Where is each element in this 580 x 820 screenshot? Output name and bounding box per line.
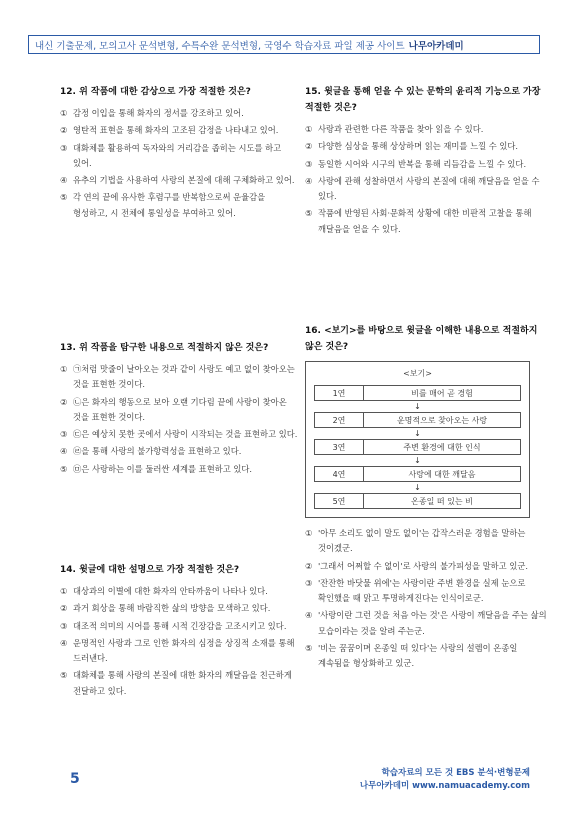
option-number: ④ — [60, 175, 68, 186]
option-item — [60, 123, 302, 138]
bogi-box — [305, 361, 530, 518]
bogi-step-label: 1연 — [315, 386, 364, 400]
option-text: '그래서 어쩌할 수 없이'로 사랑의 불가피성을 말하고 있군. — [318, 560, 529, 571]
page-number: 5 — [70, 771, 80, 787]
option-text: 대조적 의미의 시어를 통해 시적 긴장감을 고조시키고 있다. — [73, 620, 287, 631]
option-number: ③ — [60, 620, 68, 631]
option-number: ③ — [60, 142, 68, 153]
option-text: ㉤은 사랑하는 이를 둘러싼 세계를 표현하고 있다. — [73, 463, 253, 474]
option-number: ① — [60, 108, 68, 118]
question-title: 16. <보기>를 바탕으로 윗글을 이해한 내용으로 적절하지 않은 것은? — [305, 326, 538, 352]
option-item — [305, 608, 547, 639]
option-text: 유추의 기법을 사용하여 사랑의 본질에 대해 구체화하고 있어. — [73, 175, 295, 186]
option-text: 각 연의 끝에 유사한 후렴구를 반복함으로써 운율감을 형성하고, 시 전체에 통일성을 부여하고 있어. — [73, 192, 266, 218]
option-item — [60, 668, 302, 699]
bogi-step — [314, 385, 521, 401]
option-text: 대상과의 이별에 대한 화자의 안타까움이 나타나 있다. — [73, 586, 268, 596]
option-list — [60, 362, 302, 477]
footer-branding — [360, 767, 530, 793]
bogi-step — [314, 466, 521, 482]
option-text: '사랑이란 그런 것을 처음 아는 것'은 사랑이 깨달음을 주는 삶의 모습이라는 것을 알려 주는군. — [318, 610, 547, 636]
option-text: 대화체를 통해 사랑의 본질에 대한 화자의 깨달음을 친근하게 전달하고 있다. — [73, 670, 292, 696]
question-14 — [60, 562, 302, 701]
option-text: ㉢은 예상치 못한 곳에서 사랑이 시작되는 것을 표현하고 있다. — [73, 429, 298, 440]
option-item — [60, 619, 302, 634]
option-number: ④ — [305, 175, 313, 186]
option-number: ⑤ — [60, 192, 68, 203]
option-number: ① — [60, 364, 68, 374]
bogi-step-label: 2연 — [315, 413, 364, 427]
option-number: ③ — [305, 577, 313, 588]
footer-line-2: 나무아카데미 www.namuacademy.com — [359, 781, 530, 791]
option-text: 동일한 시어와 시구의 반복을 통해 리듬감을 느낄 수 있다. — [318, 158, 527, 169]
option-text: 과거 회상을 통해 바람직한 삶의 방향을 모색하고 있다. — [73, 603, 271, 614]
option-text: 다양한 심상을 통해 상상하며 읽는 재미를 느낄 수 있다. — [318, 141, 519, 152]
bogi-step — [314, 493, 521, 509]
option-item — [305, 122, 547, 137]
header-banner — [28, 35, 540, 54]
option-number: ⑤ — [305, 208, 313, 219]
option-item — [60, 444, 302, 459]
bogi-step-content: 비를 매어 곧 경험 — [411, 388, 473, 398]
bogi-step — [314, 412, 521, 428]
option-item — [305, 641, 547, 672]
question-13 — [60, 340, 302, 479]
bogi-step — [314, 439, 521, 455]
option-text: '비는 꿈꿈이며 온종일 떠 있다'는 사랑의 설렘이 온종일 계속됨을 형상화하고 있군. — [318, 643, 518, 669]
option-number: ⑤ — [305, 643, 313, 654]
bogi-step-label: 4연 — [315, 467, 364, 481]
option-list — [60, 106, 302, 221]
question-15 — [305, 84, 547, 239]
header-text: 내신 기출문제, 모의고사 문석변형, 수특수완 문석변형, 국영수 학습자료 파일 제공 사이트 — [35, 40, 405, 52]
down-arrow-icon: ↓ — [414, 483, 421, 492]
bogi-step-content: 사랑에 대한 깨달음 — [408, 469, 476, 479]
question-title: 15. 윗글을 통해 얻을 수 있는 문학의 윤리적 기능으로 가장 적절한 것은? — [305, 87, 541, 113]
option-list — [60, 584, 302, 699]
option-item — [60, 395, 302, 426]
option-item — [60, 601, 302, 616]
option-item — [60, 362, 302, 393]
option-text: 사랑에 관해 성찰하면서 사랑의 본질에 대해 깨달음을 얻을 수 있다. — [318, 175, 540, 202]
option-number: ② — [60, 603, 68, 614]
option-number: ① — [60, 586, 68, 596]
option-number: ② — [60, 125, 68, 136]
option-number: ② — [305, 560, 313, 571]
question-title: 14. 윗글에 대한 설명으로 가장 적절한 것은? — [60, 565, 240, 575]
option-number: ② — [305, 141, 313, 152]
option-list — [305, 122, 547, 237]
option-text: ㉡은 화자의 행동으로 보아 오랜 기다림 끝에 사랑이 찾아온 것을 표현한 것이다. — [73, 396, 287, 422]
option-text: 대화체를 활용하여 독자와의 거리감을 좁히는 시도를 하고 있어. — [73, 142, 282, 168]
option-item — [305, 206, 547, 237]
option-item — [305, 174, 547, 205]
option-text: 사랑과 관련한 다른 작품을 찾아 읽을 수 있다. — [318, 124, 484, 134]
option-number: ⑤ — [60, 670, 68, 681]
option-item — [60, 106, 302, 121]
down-arrow-icon: ↓ — [414, 402, 421, 411]
option-item — [60, 141, 302, 172]
question-16 — [305, 323, 547, 674]
bogi-step-content: 주변 환경에 대한 인식 — [403, 442, 481, 452]
bogi-step-content: 온종일 떠 있는 비 — [411, 496, 473, 506]
option-text: 감정 이입을 통해 화자의 정서를 강조하고 있어. — [73, 108, 244, 118]
option-item — [305, 139, 547, 154]
option-text: ㉣을 통해 사랑의 불가항력성을 표현하고 있다. — [73, 446, 242, 457]
option-number: ⑤ — [60, 463, 68, 474]
option-number: ① — [305, 528, 313, 538]
option-text: 작품에 반영된 사회·문화적 상황에 대한 비판적 고찰을 통해 깨달음을 얻을 수 있다. — [318, 208, 532, 234]
down-arrow-icon: ↓ — [414, 429, 421, 438]
option-text: '잔잔한 바닷물 위에'는 사랑이란 주변 환경을 실제 눈으로 확인했을 때 맑고 투명하게진다는 인식이로군. — [318, 577, 526, 604]
bogi-title: <보기> — [403, 369, 432, 378]
option-number: ③ — [305, 158, 313, 169]
question-title: 12. 위 작품에 대한 감상으로 가장 적절한 것은? — [60, 87, 251, 97]
option-text: '아무 소리도 없이 말도 없이'는 갑작스러운 경험을 말하는 것이겠군. — [318, 528, 526, 554]
footer-line-1: 학습자료의 모든 것 EBS 분석·변형문제 — [381, 768, 530, 778]
option-number: ① — [305, 124, 313, 134]
option-text: 운명적인 사랑과 그로 인한 화자의 심정을 상징적 소재를 통해 드러낸다. — [73, 637, 295, 664]
option-item — [60, 636, 302, 667]
option-number: ③ — [60, 429, 68, 440]
option-number: ④ — [60, 446, 68, 457]
option-item — [60, 427, 302, 442]
option-item — [60, 584, 302, 599]
option-item — [305, 526, 547, 557]
option-item — [60, 462, 302, 477]
bogi-step-content: 운명적으로 찾아오는 사랑 — [396, 415, 488, 425]
option-number: ④ — [60, 637, 68, 648]
option-item — [305, 576, 547, 607]
option-item — [305, 559, 547, 574]
option-text: ㉠처럼 맛줄이 날아오는 것과 같이 사랑도 예고 없이 찾아오는 것을 표현한 것이다. — [73, 364, 295, 390]
down-arrow-icon: ↓ — [414, 456, 421, 465]
question-title: 13. 위 작품을 탐구한 내용으로 적절하지 않은 것은? — [60, 343, 269, 353]
bogi-flow — [314, 385, 521, 509]
option-item — [60, 173, 302, 188]
bogi-step-label: 3연 — [315, 440, 364, 454]
option-item — [305, 157, 547, 172]
option-number: ② — [60, 396, 68, 407]
question-12 — [60, 84, 302, 223]
option-item — [60, 190, 302, 221]
header-brand: 나무아카데미 — [408, 40, 464, 52]
option-number: ④ — [305, 610, 313, 621]
bogi-step-label: 5연 — [315, 494, 364, 508]
option-list — [305, 526, 547, 672]
option-text: 영탄적 표현을 통해 화자의 고조된 감정을 나타내고 있어. — [73, 125, 279, 136]
